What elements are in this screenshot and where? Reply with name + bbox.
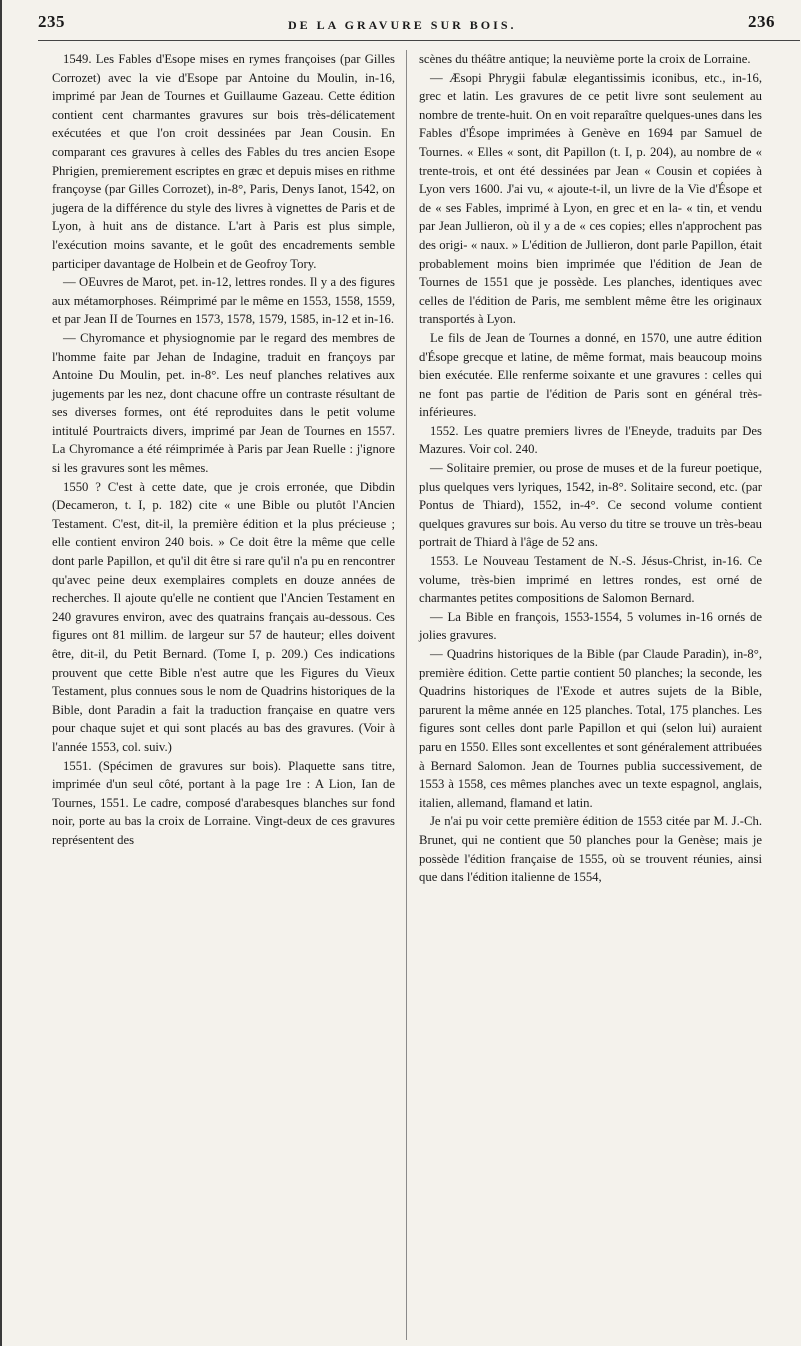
paragraph-fils-de-tournes: Le fils de Jean de Tournes a donné, en 1570, une autre édition d'Ésope grecque et latine, de même format, mais beaucoup moins bien exécutée. Elle renferme soixante et une gravures : celles qui ne font pas partie de l'édition de Paris sont en général très-inférieures.	[419, 330, 762, 420]
paragraph-aesopi-phrygii: — Æsopi Phrygii fabulæ elegantissimis iconibus, etc., in-16, grec et latin. Les gravures de ce petit livre sont seulement au nombre de trente-huit. On en voit reparaître quelques-unes dans les Fables d'Ésope imprimées à Genève en 1694 par Samuel de Tournes. « Elles « sont, dit Papillon (t. I, p. 204), au nombre de « trente-trois, et ont été dessinées par Jean « Cousin et copiées à Lyon vers 1600. J'ai vu, « ajoute-t-il, un livre de la Vie d'Ésope et de « ses Fables, imprimé à Lyon, en grec et en la- « tin, et vendu par Jean Jullieron, où il y a de « ces copies; elles n'approchent pas des origi- « naux. » L'édition de Jullieron, dont parle Papillon, était probablement moins bien imprimée que l'édition de Jean de Tournes de 1551 que je possède. Les planches, identiques avec celles de l'édition de Paris, me semblent même être les originaux transportés à Lyon.	[419, 70, 762, 327]
running-title: DE LA GRAVURE SUR BOIS.	[288, 18, 517, 32]
paragraph-quadrins-historiques: — Quadrins historiques de la Bible (par Claude Paradin), in-8°, première édition. Cette partie contient 50 planches; la seconde, les Quadrins historiques de l'Exode et autres sujets de la Bible, parurent la même année en 125 planches. Total, 175 planches. Les figures sont celles dont parle Papillon et qui (selon lui) auraient paru en 1550. Elles sont excellentes et sont généralement attribuées à Bernard Salomon. Jean de Tournes publia successivement, de 1553 à 1558, ces mêmes planches avec un texte espagnol, anglais, italien, allemand, flamand et latin.	[419, 647, 762, 810]
paragraph-specimen-1551: 1551. (Spécimen de gravures sur bois). Plaquette sans titre, imprimée d'un seul côté, portant à la page 1re : A Lion, Ian de Tournes, 1551. Le cadre, composé d'arabesques blanches sur fond noir, porte au bas la croix de Lorraine. Vingt-deux de ces gravures représentent des	[52, 758, 395, 847]
paragraph-fables-esope-1549: 1549. Les Fables d'Esope mises en rymes françoises (par Gilles Corrozet) avec la vie d'Esope par Antoine du Moulin, in-16, imprimé par Jean de Tournes et Guillaume Gazeau. Cette édition contient cent charmantes gravures sur bois très-délicatement exécutées et que l'on croit dessinées par Jean Cousin. En comparant ces gravures à celles des Fables du tres ancien Esope Phrigien, premierement escriptes en græc et depuis mises en rithme françoyse (par Gilles Corrozet), in-8°, Paris, Denys Ianot, 1542, on jugera de la différence du style des livres à vignettes de Paris et de Lyon, à huit ans de distance. L'art à Paris est plus simple, l'exécution moins savante, et le goût des encadrements semble participer davantage de Holbein et de Geofroy Tory.	[52, 52, 395, 271]
right-column	[419, 50, 762, 887]
header-rule	[38, 40, 800, 41]
page-header	[2, 0, 801, 50]
paragraph-oeuvres-marot: — OEuvres de Marot, pet. in-12, lettres rondes. Il y a des figures aux métamorphoses. Réimprimé par le même en 1553, 1558, 1559, et par Jean II de Tournes en 1573, 1578, 1579, 1585, in-12 et in-16.	[52, 275, 395, 327]
page-number-right: 236	[748, 12, 775, 31]
page-number-left: 235	[38, 12, 65, 31]
left-column	[52, 50, 395, 850]
paragraph-solitaire: — Solitaire premier, ou prose de muses et de la fureur poetique, plus quelques vers lyriques, 1542, in-8°. Solitaire second, etc. (par Pontus de Thiard), 1552, in-4°. Ce second volume contient quelques gravures sur bois. Au verso du titre se trouve un très-beau portrait de Thiard à l'âge de 52 ans.	[419, 461, 762, 550]
paragraph-chyromance: — Chyromance et physiognomie par le regard des membres de l'homme faite par Jehan de Indagine, traduit en françoys par Antoine Du Moulin, pet. in-8°. Les neuf planches relatives aux jugements par les nez, dont chacune offre un contraste résultant de ses diverses formes, ont été reproduites dans le petit volume intitulé Pourtraicts divers, imprimé par Jean de Tournes en 1557. La Chyromance a été réimprimée à Paris par Jean Ruelle : j'ignore si les gravures sont les mêmes.	[52, 330, 395, 476]
paragraph-premiere-edition: Je n'ai pu voir cette première édition de 1553 citée par M. J.-Ch. Brunet, qui ne contient que 50 planches pour la Genèse; mais je possède l'édition française de 1555, où se trouvent réunies, ainsi que dans l'édition italienne de 1554,	[419, 814, 762, 885]
paragraph-eneyde-1552: 1552. Les quatre premiers livres de l'Eneyde, traduits par Des Mazures. Voir col. 240.	[419, 423, 762, 457]
paragraph-bible-1550: 1550 ? C'est à cette date, que je crois erronée, que Dibdin (Decameron, t. I, p. 182) cite « une Bible ou plutôt l'Ancien Testament. C'est, dit-il, la première édition et la plus précieuse ; elle contient environ 240 bois. » Ce doit être la même que celle dont parle Papillon, et qu'il dit être si rare qu'il n'a pu en rencontrer qu'avec peine deux exemplaires complets en douze années de recherches. Il ajoute qu'elle ne contient que l'Ancien Testament en 240 gravures environ, avec des quatrains français au-dessous. Ces figures ont 81 millim. de largeur sur 57 de hauteur; elles doivent être, dit-il, du Petit Bernard. (Tome I, p. 209.) Ces indications prouvent que cette Bible n'est autre que les Figures du Vieux Testament, plus connues sous le nom de Quadrins historiques de la Bible, dont Paradin a fait la traduction française en quatre vers pour chaque sujet et qui sont placés au bas des gravures. (Voir à l'année 1553, col. suiv.)	[52, 479, 395, 754]
column-divider	[406, 50, 407, 1340]
paragraph-bible-en-francois: — La Bible en françois, 1553-1554, 5 volumes in-16 ornés de jolies gravures.	[419, 609, 762, 643]
paragraph-continuation: scènes du théâtre antique; la neuvième porte la croix de Lorraine.	[419, 52, 751, 66]
paragraph-nouveau-testament-1553: 1553. Le Nouveau Testament de N.-S. Jésus-Christ, in-16. Ce volume, très-bien imprimé en lettres rondes, est orné de charmantes petites compositions de Salomon Bernard.	[419, 554, 762, 606]
